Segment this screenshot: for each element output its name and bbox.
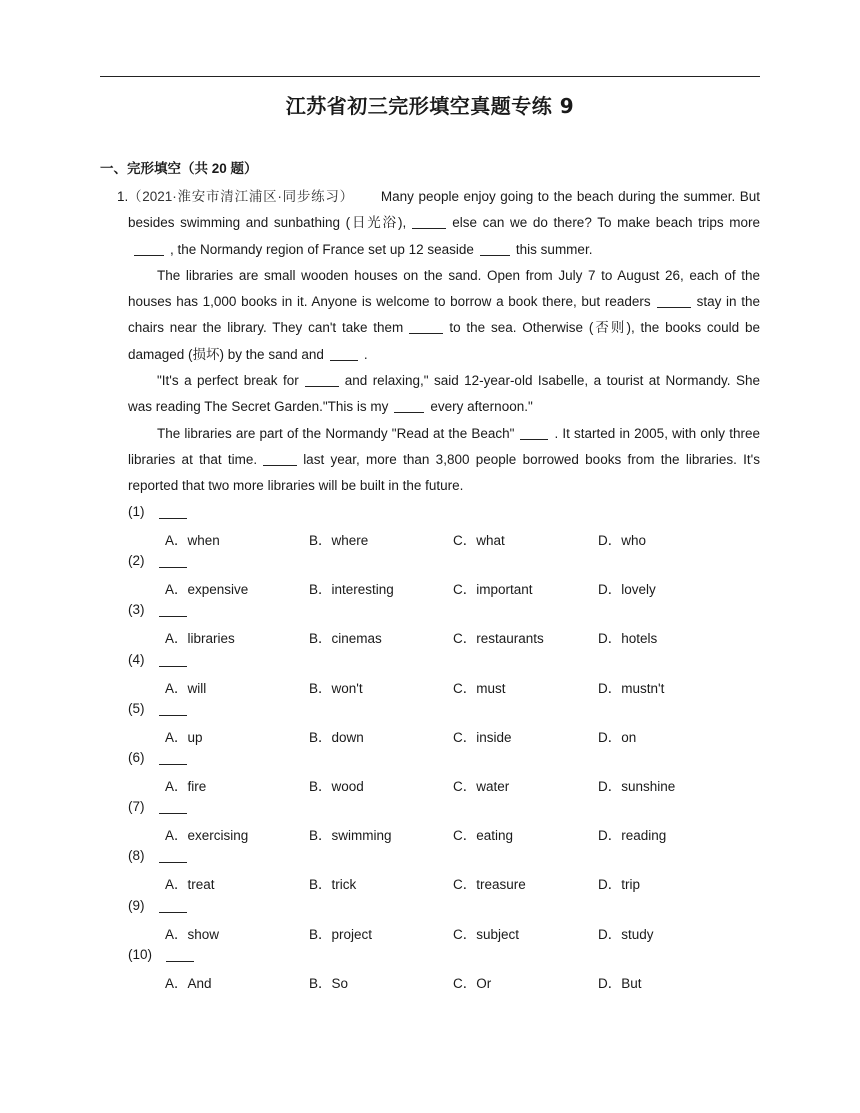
passage-text: The libraries are part of the Normandy "Read at the Beach" [157,425,515,441]
answer-blank-4[interactable] [657,293,691,308]
sub-question-number: (5) [128,700,145,716]
answer-blank-7[interactable] [305,372,339,387]
sub-question [128,943,760,992]
option-a[interactable]: A．when [165,533,220,548]
option-b[interactable]: B．interesting [309,582,394,598]
option-d[interactable]: D．reading [598,828,667,844]
sub-question-number: (7) [128,799,145,815]
sub-question-number: (1) [128,504,145,519]
option-b[interactable]: B．So [309,975,349,991]
paragraph-1 [117,184,760,263]
sub-question-number: (3) [128,602,145,618]
passage-text: stay in the chairs near the library. They can't take them [128,294,760,336]
option-a[interactable]: A．up [165,729,203,745]
answer-blank-8[interactable] [394,398,424,413]
option-d[interactable]: D．trip [598,877,641,893]
sub-question [128,697,760,746]
answer-blank-6[interactable] [330,346,358,361]
option-a[interactable]: A．show [165,926,220,942]
sub-question-blank[interactable] [159,666,187,667]
sub-question [128,500,760,549]
option-d[interactable]: D．study [598,926,654,942]
passage-text: else can we do there? To make beach trips more [452,215,760,231]
answer-blank-5[interactable] [409,319,443,334]
sub-question-blank[interactable] [166,961,194,962]
passage-text: and relaxing," said 12-year-old Isabelle, a tourist at Normandy. She was reading The Secret Garden."This is my [128,373,760,415]
sub-question-list [128,500,760,992]
passage-text: last year, more than 3,800 people borrowed books from the libraries. It's reported that two more libraries will be built in the future. [128,451,760,494]
sub-question-blank[interactable] [159,567,187,568]
option-c[interactable]: C．what [453,533,505,548]
answer-blank-9[interactable] [520,425,548,440]
paragraph-4 [128,421,760,500]
passage-text: "It's a perfect break for [157,373,299,389]
sub-question [128,549,760,598]
sub-question [128,894,760,943]
option-a[interactable]: A．will [165,680,207,696]
answer-blank-10[interactable] [263,451,297,466]
option-c[interactable]: C．inside [453,729,512,745]
option-d[interactable]: D．lovely [598,582,656,598]
option-b[interactable]: B．wood [309,778,364,794]
option-c[interactable]: C．must [453,680,506,696]
passage-text: , the Normandy region of France set up 12 seaside [170,241,474,257]
page-title: 江苏省初三完形填空真题专练 9 [285,94,575,118]
option-c[interactable]: C．Or [453,975,492,991]
option-d[interactable]: D．on [598,729,637,745]
question-source: （2021·淮安市清江浦区·同步练习） [128,189,354,204]
option-a[interactable]: A．exercising [165,828,249,844]
option-a[interactable]: A．fire [165,778,207,794]
option-b[interactable]: B．project [309,926,373,942]
option-c[interactable]: C．important [453,582,533,598]
option-b[interactable]: B．trick [309,877,357,893]
sub-question [128,598,760,647]
sub-question [128,746,760,795]
sub-question-blank[interactable] [159,764,187,765]
sub-question-blank[interactable] [159,813,187,814]
sub-question-number: (9) [128,897,145,913]
section-heading: 一、完形填空（共 20 题） [100,161,258,176]
option-a[interactable]: A．And [165,975,212,991]
option-c[interactable]: C．water [453,778,510,794]
passage-text: The libraries are small wooden houses on the sand. Open from July 7 to August 26, each of the houses has 1,000 books in it. Anyone is welcome to borrow a book there, but readers [128,267,760,310]
passage-text: this summer. [515,241,593,257]
question-passage [117,184,761,500]
passage-text: to the sea. Otherwise (否则), the books could be damaged (损坏) by the sand and [128,320,761,362]
sub-question [128,795,760,844]
option-d[interactable]: D．sunshine [598,778,676,794]
paragraph-2 [128,263,760,368]
option-b[interactable]: B．won't [309,680,363,696]
passage-text: every afternoon." [430,399,533,415]
paragraph-3 [128,368,760,421]
answer-blank-3[interactable] [480,241,510,256]
answer-blank-2[interactable] [134,241,164,256]
option-d[interactable]: D．hotels [598,631,658,647]
top-divider [100,76,760,77]
option-b[interactable]: B．cinemas [309,631,382,647]
sub-question-blank[interactable] [159,912,187,913]
sub-question-blank[interactable] [159,616,187,617]
sub-question-number: (8) [128,848,145,864]
option-c[interactable]: C．subject [453,926,520,942]
sub-question [128,648,760,697]
option-b[interactable]: B．down [309,729,364,745]
sub-question-number: (10) [128,946,153,962]
sub-question-number: (6) [128,749,145,765]
sub-question-blank[interactable] [159,518,187,519]
option-c[interactable]: C．treasure [453,877,526,893]
passage-text: . [363,346,368,362]
option-b[interactable]: B．where [309,533,369,548]
sub-question-blank[interactable] [159,715,187,716]
option-d[interactable]: D．who [598,533,647,548]
option-c[interactable]: C．eating [453,828,514,844]
option-d[interactable]: D．But [598,975,642,991]
passage-text: . It started in 2005, with only three libraries at that time. [128,425,760,467]
answer-blank-1[interactable] [412,214,446,229]
question-number: 1. [117,189,129,204]
passage-text: Many people enjoy going to the beach during the summer. But besides swimming and sunbathing (日光浴), [128,189,760,231]
sub-question-number: (2) [128,553,145,569]
option-c[interactable]: C．restaurants [453,631,544,647]
sub-question [128,844,760,893]
option-a[interactable]: A．treat [165,877,215,893]
sub-question-blank[interactable] [159,862,187,863]
option-a[interactable]: A．expensive [165,582,249,598]
option-d[interactable]: D．mustn't [598,680,665,696]
sub-question-number: (4) [128,651,145,667]
option-b[interactable]: B．swimming [309,828,392,844]
option-a[interactable]: A．libraries [165,631,235,647]
